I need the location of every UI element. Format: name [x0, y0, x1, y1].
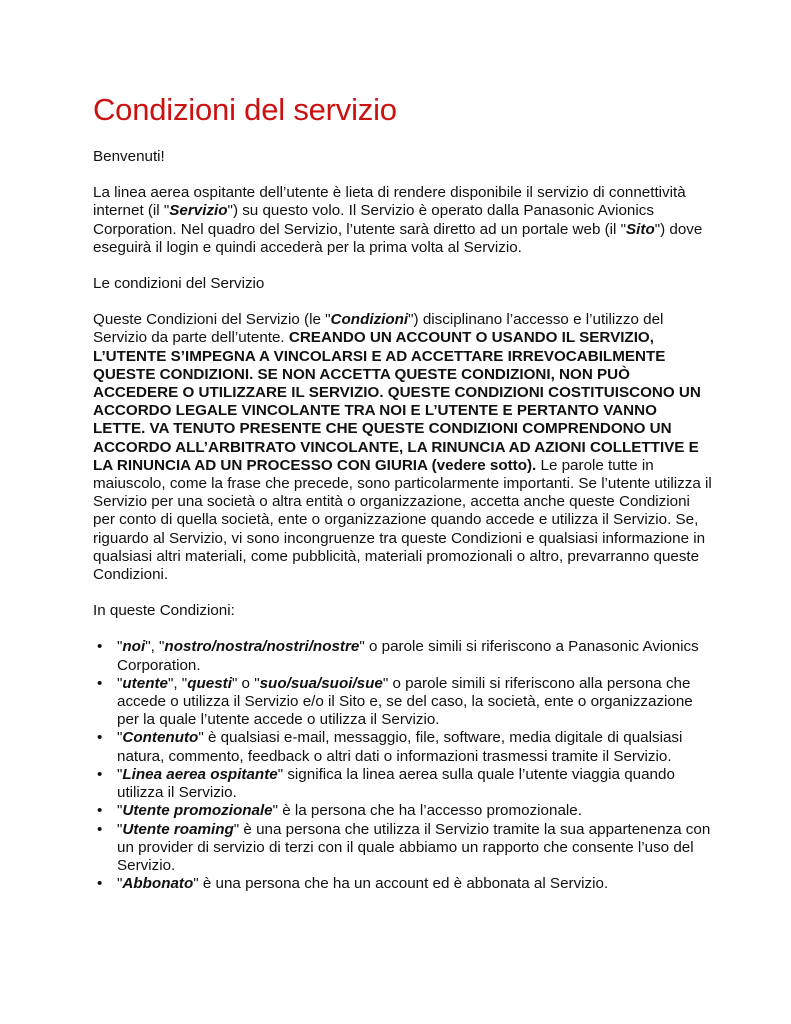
term-nostro: nostro/nostra/nostri/nostre [164, 638, 360, 656]
definition-text: " o parole simili si riferiscono a Panasonic Avionics Corporation. [117, 638, 699, 674]
list-item-utente-roaming [93, 821, 713, 876]
term-suo: suo/sua/suoi/sue [259, 674, 383, 692]
term-noi: noi [122, 638, 146, 656]
quote: " [117, 765, 123, 783]
list-item-noi [93, 638, 713, 674]
quote: " [117, 638, 123, 656]
definition-text: " è una persona che utilizza il Servizio tramite la sua appartenenza con un provider di servizio di terzi con il quale abbiamo un rapporto che consente l’uso del Servizio. [117, 820, 711, 874]
term-utente-roaming: Utente roaming [122, 820, 234, 838]
page-title: Condizioni del servizio [93, 92, 397, 127]
intro-text-3: ") dove eseguirà il login e quindi accederà per la prima volta al Servizio. [93, 220, 703, 256]
term-utente: utente [122, 674, 168, 692]
intro-text-1: La linea aerea ospitante dell’utente è lieta di rendere disponibile il servizio di connettività internet (il " [93, 184, 686, 220]
quote: " [117, 820, 123, 838]
definition-text: " significa la linea aerea sulla quale l’utente viaggia quando utilizza il Servizio. [117, 765, 675, 802]
quote: " o " [231, 674, 260, 692]
list-item-abbonato [93, 875, 713, 893]
quote: " [117, 729, 123, 747]
section-heading: Le condizioni del Servizio [93, 275, 265, 293]
conditions-warning: CREANDO UN ACCOUNT O USANDO IL SERVIZIO, L’UTENTE S’IMPEGNA A VINCOLARSI E AD ACCETTARE IRREVOCABILMENTE QUESTE CONDIZIONI. SE NON ACCETTA QUESTE CONDIZIONI, NON PUÒ ACCEDERE O UTILIZZARE IL SERVIZIO. QUESTE CONDIZIONI COSTITUISCONO UN ACCORDO LEGALE VINCOLANTE TRA NOI E L’UTENTE E PERTANTO VANNO LETTE. VA TENUTO PRESENTE CHE QUESTE CONDIZIONI COMPRENDONO UN ACCORDO ALL’ARBITRATO VINCOLANTE, LA RINUNCIA AD AZIONI COLLETTIVE E LA RINUNCIA AD UN PROCESSO CON GIURIA (vedere sotto). [93, 329, 701, 474]
term-condizioni: Condizioni [330, 311, 409, 329]
list-item-contenuto [93, 729, 713, 765]
quote: ", " [145, 638, 165, 656]
quote: " [117, 674, 123, 692]
term-questi: questi [187, 674, 232, 692]
welcome-text: Benvenuti! [93, 148, 165, 165]
list-item-utente-promozionale [93, 802, 713, 820]
quote: " [117, 802, 123, 820]
intro-paragraph [93, 184, 713, 257]
term-contenuto: Contenuto [122, 729, 199, 747]
conditions-text-3: Le parole tutte in maiuscolo, come la frase che precede, sono particolarmente importanti. Se l’utente utilizza il Servizio per una società o altra entità o organizzazione, accetta anche queste Condizioni per conto di quella società, ente o organizzazione quando accede e utilizza il Servizio. Se, riguardo al Servizio, vi sono incongruenze tra queste Condizioni e qualsiasi informazione in qualsiasi altri materiali, come pubblicità, materiali promozionali o altro, prevarranno queste Condizioni. [93, 456, 712, 584]
definition-text: " è una persona che ha un account ed è abbonata al Servizio. [193, 875, 609, 893]
definition-text: " è la persona che ha l’accesso promozionale. [272, 802, 582, 820]
list-item-utente [93, 675, 713, 730]
conditions-paragraph [93, 311, 713, 584]
conditions-text-1: Queste Condizioni del Servizio (le " [93, 311, 331, 329]
quote: ", " [167, 674, 188, 692]
term-linea-aerea-ospitante: Linea aerea ospitante [122, 765, 278, 783]
term-abbonato: Abbonato [122, 875, 194, 893]
quote: " [117, 875, 123, 893]
term-servizio: Servizio [169, 202, 228, 220]
definitions-heading: In queste Condizioni: [93, 602, 235, 620]
term-utente-promozionale: Utente promozionale [122, 802, 273, 820]
term-sito: Sito [626, 220, 655, 238]
list-item-linea-aerea [93, 766, 713, 802]
definitions-list [93, 638, 713, 893]
intro-text-2: ") su questo volo. Il Servizio è operato dalla Panasonic Avionics Corporation. Nel quadro del Servizio, l’utente sarà diretto ad un portale web (il " [93, 202, 654, 238]
conditions-text-2: ") disciplinano l’accesso e l’utilizzo del Servizio da parte dell’utente. [93, 311, 664, 347]
definition-text: " o parole simili si riferiscono alla persona che accede o utilizza il Servizio e/o il Sito e, se del caso, la società, ente o organizzazione per la quale l’utente accede o utilizza il Servizio. [117, 674, 693, 729]
definition-text: " è qualsiasi e-mail, messaggio, file, software, media digitale di qualsiasi natura, commento, feedback o altri dati o informazioni trasmessi tramite il Servizio. [117, 729, 683, 765]
document-page [93, 86, 713, 893]
